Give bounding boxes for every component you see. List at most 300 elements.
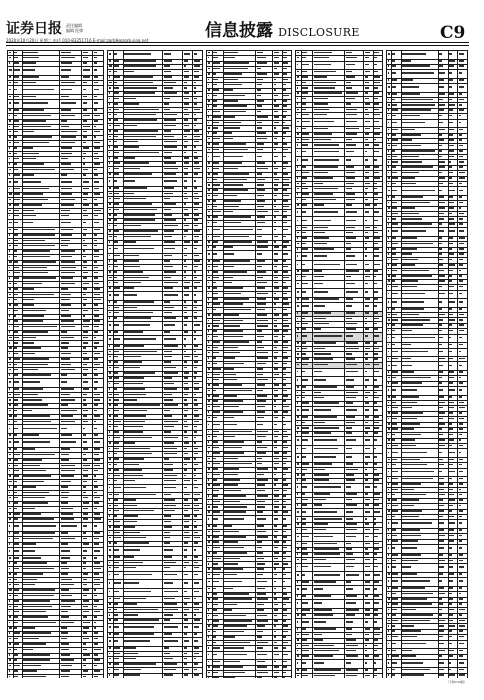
- cell-text-mark: [213, 271, 217, 273]
- cell-text-mark: [61, 181, 72, 183]
- cell-text-mark: [224, 330, 242, 332]
- cell-text-mark: [194, 119, 197, 121]
- cell-text-mark: [194, 556, 198, 558]
- cell-text-mark: [184, 562, 189, 564]
- table-cell: [60, 178, 82, 187]
- cell-text-mark: [109, 410, 111, 412]
- cell-text-mark: [194, 437, 196, 439]
- cell-text-mark: [23, 415, 50, 417]
- cell-text-mark: [94, 315, 99, 317]
- cell-text-mark: [61, 550, 70, 552]
- table-cell: [163, 571, 183, 580]
- table-cell: [183, 484, 193, 493]
- cell-text-mark: [61, 250, 75, 252]
- cell-text-mark: [9, 459, 12, 461]
- cell-text-mark: [365, 151, 368, 153]
- cell-text-mark: [194, 549, 197, 551]
- cell-text-mark: [257, 677, 262, 678]
- table-cell: [223, 651, 255, 660]
- cell-text-mark: [164, 640, 178, 642]
- cell-text-mark: [164, 556, 172, 558]
- cell-text-mark: [83, 181, 90, 183]
- cell-text-mark: [208, 216, 211, 218]
- cell-text-mark: [83, 315, 86, 317]
- cell-text-mark: [194, 475, 196, 477]
- cell-text-mark: [23, 388, 43, 390]
- cell-text-mark: [23, 174, 34, 176]
- cell-text-mark: [184, 71, 189, 73]
- cell-text-mark: [23, 481, 44, 483]
- cell-text-mark: [208, 604, 210, 606]
- table-cell: [193, 245, 203, 254]
- cell-text-mark: [194, 345, 198, 347]
- cell-text-mark: [184, 338, 187, 340]
- cell-text-mark: [14, 622, 18, 624]
- cell-text-mark: [257, 390, 263, 392]
- section-title-chinese: 信息披露: [205, 21, 273, 41]
- cell-text-mark: [94, 676, 99, 678]
- cell-text-mark: [94, 210, 101, 212]
- cell-text-mark: [224, 73, 242, 75]
- cell-text-mark: [124, 203, 152, 205]
- table-cell: [113, 484, 123, 493]
- cell-text-mark: [208, 574, 211, 576]
- table-cell: [113, 336, 123, 345]
- cell-text-mark: [213, 588, 216, 590]
- cell-text-mark: [213, 531, 220, 533]
- cell-text-mark: [124, 103, 139, 105]
- cell-text-mark: [164, 521, 171, 523]
- cell-text-mark: [83, 441, 87, 443]
- table-row: [207, 226, 292, 235]
- cell-text-mark: [283, 363, 287, 365]
- table-cell: [123, 118, 163, 123]
- cell-text-mark: [61, 299, 70, 301]
- cell-text-mark: [124, 567, 136, 569]
- cell-text-mark: [124, 377, 144, 379]
- cell-text-mark: [224, 588, 233, 590]
- cell-text-mark: [297, 114, 299, 116]
- cell-text-mark: [213, 138, 220, 140]
- cell-text-mark: [274, 647, 279, 649]
- cell-text-mark: [208, 463, 210, 465]
- cell-text-mark: [61, 272, 75, 274]
- cell-text-mark: [297, 166, 298, 168]
- cell-text-mark: [94, 454, 100, 456]
- cell-text-mark: [23, 62, 36, 64]
- cell-text-mark: [314, 92, 342, 94]
- cell-text-mark: [274, 484, 277, 486]
- cell-text-mark: [14, 283, 16, 285]
- cell-text-mark: [208, 625, 211, 627]
- cell-text-mark: [274, 189, 279, 191]
- table-cell: [193, 638, 203, 647]
- cell-text-mark: [114, 53, 117, 55]
- cell-text-mark: [224, 236, 248, 238]
- cell-text-mark: [61, 475, 74, 477]
- cell-text-mark: [14, 410, 17, 412]
- cell-text-mark: [213, 309, 216, 311]
- cell-text-mark: [94, 538, 99, 540]
- cell-text-mark: [124, 130, 157, 132]
- cell-text-mark: [9, 481, 12, 483]
- cell-text-mark: [257, 431, 268, 433]
- cell-text-mark: [14, 525, 18, 527]
- cell-text-mark: [23, 410, 32, 412]
- cell-text-mark: [208, 479, 209, 481]
- cell-text-mark: [257, 132, 266, 134]
- cell-text-mark: [14, 638, 18, 640]
- cell-text-mark: [164, 331, 170, 333]
- cell-text-mark: [302, 109, 305, 111]
- cell-text-mark: [164, 549, 173, 551]
- cell-text-mark: [61, 153, 72, 155]
- cell-text-mark: [274, 490, 279, 492]
- cell-text-mark: [283, 341, 288, 343]
- cell-text-mark: [208, 293, 209, 295]
- cell-text-mark: [114, 294, 119, 296]
- cell-text-mark: [94, 147, 100, 149]
- cell-text-mark: [314, 139, 332, 141]
- cell-text-mark: [208, 384, 211, 386]
- cell-text-mark: [208, 184, 210, 186]
- table-cell: [256, 651, 273, 660]
- cell-text-mark: [23, 347, 41, 349]
- cell-text-mark: [124, 92, 155, 94]
- cell-text-mark: [164, 388, 177, 390]
- cell-text-mark: [124, 394, 146, 396]
- cell-text-mark: [213, 179, 217, 181]
- cell-text-mark: [83, 415, 87, 417]
- table-cell: [22, 523, 60, 532]
- cell-text-mark: [23, 222, 33, 224]
- cell-text-mark: [23, 595, 53, 597]
- cell-text-mark: [23, 374, 51, 376]
- cell-text-mark: [213, 216, 218, 218]
- cell-text-mark: [184, 515, 190, 517]
- cell-text-mark: [109, 647, 111, 649]
- cell-text-mark: [94, 600, 100, 602]
- table-cell: [212, 676, 223, 678]
- cell-text-mark: [109, 125, 111, 127]
- cell-text-mark: [374, 87, 378, 89]
- cell-text-mark: [224, 531, 238, 533]
- table-cell: [313, 61, 345, 70]
- cell-text-mark: [194, 510, 199, 512]
- cell-text-mark: [194, 633, 198, 635]
- cell-text-mark: [14, 481, 16, 483]
- cell-text-mark: [314, 64, 332, 66]
- cell-text-mark: [213, 447, 219, 449]
- cell-text-mark: [114, 307, 119, 309]
- cell-text-mark: [257, 541, 262, 543]
- table-row: [108, 336, 203, 345]
- cell-text-mark: [274, 271, 278, 273]
- cell-text-mark: [274, 200, 277, 202]
- table-cell: [183, 580, 193, 589]
- cell-text-mark: [274, 73, 279, 75]
- table-cell: [60, 439, 82, 448]
- cell-text-mark: [283, 229, 288, 231]
- cell-text-mark: [9, 89, 12, 91]
- cell-text-mark: [9, 147, 10, 149]
- cell-text-mark: [213, 468, 218, 470]
- cell-text-mark: [94, 465, 100, 467]
- cell-text-mark: [114, 663, 119, 665]
- cell-text-mark: [213, 518, 218, 520]
- cell-text-mark: [23, 670, 37, 672]
- cell-text-mark: [208, 111, 209, 113]
- cell-text-mark: [164, 130, 171, 132]
- cell-text-mark: [194, 582, 200, 584]
- cell-text-mark: [194, 567, 200, 569]
- cell-text-mark: [23, 342, 33, 344]
- cell-text-mark: [208, 173, 211, 175]
- cell-text-mark: [208, 436, 211, 438]
- newspaper-logo: 证券日报: [6, 21, 62, 37]
- cell-text-mark: [194, 71, 199, 73]
- cell-text-mark: [274, 598, 277, 600]
- cell-text-mark: [61, 649, 69, 651]
- cell-text-mark: [109, 542, 112, 544]
- cell-text-mark: [61, 256, 72, 258]
- cell-text-mark: [274, 105, 280, 107]
- cell-text-mark: [61, 331, 68, 333]
- cell-text-mark: [274, 417, 278, 419]
- cell-text-mark: [83, 131, 88, 133]
- table-cell: [345, 61, 364, 70]
- cell-text-mark: [109, 663, 112, 665]
- cell-text-mark: [314, 109, 329, 111]
- cell-text-mark: [302, 114, 309, 116]
- cell-text-mark: [184, 114, 189, 116]
- cell-text-mark: [224, 511, 245, 513]
- cell-text-mark: [274, 260, 278, 262]
- cell-text-mark: [124, 76, 153, 78]
- cell-text-mark: [213, 598, 217, 600]
- table-column: [107, 50, 203, 678]
- cell-text-mark: [61, 606, 71, 608]
- cell-text-mark: [208, 246, 210, 248]
- cell-text-mark: [109, 157, 111, 159]
- cell-text-mark: [302, 52, 306, 54]
- cell-text-mark: [314, 76, 328, 78]
- cell-text-mark: [83, 538, 88, 540]
- table-cell: [123, 129, 163, 134]
- cell-text-mark: [94, 272, 98, 274]
- cell-text-mark: [114, 203, 118, 205]
- cell-text-mark: [184, 487, 188, 489]
- cell-text-mark: [213, 558, 220, 560]
- cell-text-mark: [83, 82, 87, 84]
- table-cell: [256, 578, 273, 587]
- cell-text-mark: [314, 52, 333, 54]
- cell-text-mark: [283, 672, 286, 674]
- cell-text-mark: [114, 609, 117, 611]
- cell-text-mark: [194, 255, 200, 257]
- table-cell: [183, 51, 193, 60]
- cell-text-mark: [94, 470, 98, 472]
- cell-text-mark: [23, 52, 38, 54]
- cell-text-mark: [164, 480, 176, 482]
- cell-text-mark: [213, 374, 219, 376]
- cell-text-mark: [274, 581, 276, 583]
- cell-text-mark: [257, 73, 268, 75]
- cell-text-mark: [224, 100, 238, 102]
- cell-text-mark: [14, 126, 18, 128]
- cell-text-mark: [208, 200, 210, 202]
- cell-text-mark: [274, 654, 279, 656]
- table-cell: [123, 108, 163, 113]
- cell-text-mark: [302, 159, 308, 161]
- cell-text-mark: [124, 499, 135, 501]
- cell-text-mark: [109, 633, 112, 635]
- masthead-editor-info: [66, 23, 83, 33]
- cell-text-mark: [297, 82, 299, 84]
- table-cell: [123, 245, 163, 254]
- cell-text-mark: [194, 399, 198, 401]
- cell-text-mark: [274, 241, 276, 243]
- cell-text-mark: [124, 168, 139, 170]
- table-cell: [364, 148, 373, 157]
- cell-text-mark: [365, 159, 368, 161]
- cell-text-mark: [194, 271, 197, 273]
- table-cell: [301, 157, 312, 166]
- cell-text-mark: [83, 470, 88, 472]
- cell-text-mark: [9, 109, 11, 111]
- cell-text-mark: [274, 341, 279, 343]
- cell-text-mark: [94, 616, 97, 618]
- cell-text-mark: [109, 567, 111, 569]
- cell-text-mark: [274, 547, 278, 549]
- cell-text-mark: [208, 132, 210, 134]
- cell-text-mark: [83, 109, 87, 111]
- cell-text-mark: [94, 394, 101, 396]
- cell-text-mark: [283, 424, 286, 426]
- cell-text-mark: [194, 282, 200, 284]
- cell-text-mark: [213, 253, 217, 255]
- cell-text-mark: [124, 345, 144, 347]
- cell-text-mark: [164, 214, 173, 216]
- cell-text-mark: [94, 234, 97, 236]
- cell-text-mark: [365, 109, 368, 111]
- table-column: [295, 50, 383, 678]
- cell-text-mark: [94, 142, 100, 144]
- cell-text-mark: [83, 388, 89, 390]
- cell-text-mark: [283, 374, 286, 376]
- cell-text-mark: [283, 303, 289, 305]
- cell-text-mark: [9, 465, 10, 467]
- cell-text-mark: [224, 162, 242, 164]
- cell-text-mark: [257, 357, 268, 359]
- table-cell: [193, 580, 203, 589]
- cell-text-mark: [14, 513, 19, 515]
- cell-text-mark: [23, 204, 42, 206]
- cell-text-mark: [208, 68, 210, 70]
- cell-text-mark: [23, 240, 45, 242]
- cell-text-mark: [213, 647, 220, 649]
- cell-text-mark: [208, 536, 210, 538]
- table-cell: [123, 571, 163, 580]
- cell-text-mark: [14, 342, 17, 344]
- cell-text-mark: [83, 518, 89, 520]
- cell-text-mark: [109, 372, 111, 374]
- table-cell: [60, 86, 82, 95]
- cell-text-mark: [61, 543, 68, 545]
- table-cell: [223, 597, 255, 602]
- cell-text-mark: [9, 538, 10, 540]
- cell-text-mark: [257, 341, 262, 343]
- cell-text-mark: [194, 193, 199, 195]
- cell-text-mark: [224, 447, 241, 449]
- table-cell: [212, 153, 223, 162]
- cell-text-mark: [208, 168, 209, 170]
- table-cell: [193, 178, 203, 187]
- cell-text-mark: [9, 369, 11, 371]
- cell-text-mark: [208, 374, 210, 376]
- cell-text-mark: [374, 52, 379, 54]
- cell-text-mark: [83, 584, 87, 586]
- cell-text-mark: [23, 394, 38, 396]
- cell-text-mark: [114, 399, 119, 401]
- cell-text-mark: [83, 659, 86, 661]
- cell-text-mark: [124, 674, 140, 676]
- cell-text-mark: [314, 159, 339, 161]
- table-cell: [93, 100, 104, 109]
- cell-text-mark: [23, 616, 48, 618]
- cell-text-mark: [283, 168, 286, 170]
- cell-text-mark: [274, 347, 277, 349]
- cell-text-mark: [283, 282, 286, 284]
- cell-text-mark: [109, 82, 112, 84]
- cell-text-mark: [224, 357, 234, 359]
- cell-text-mark: [208, 253, 211, 255]
- cell-text-mark: [283, 431, 287, 433]
- cell-text-mark: [274, 293, 277, 295]
- cell-text-mark: [224, 525, 232, 527]
- cell-text-mark: [109, 301, 111, 303]
- cell-text-mark: [23, 428, 57, 430]
- cell-text-mark: [224, 479, 240, 481]
- cell-text-mark: [23, 250, 50, 252]
- cell-text-mark: [194, 266, 199, 268]
- cell-text-mark: [283, 73, 287, 75]
- table-cell: [282, 226, 291, 235]
- cell-text-mark: [14, 532, 18, 534]
- cell-text-mark: [14, 600, 18, 602]
- cell-text-mark: [14, 261, 17, 263]
- cell-text-mark: [224, 105, 247, 107]
- cell-text-mark: [124, 653, 138, 655]
- cell-text-mark: [346, 57, 357, 59]
- cell-text-mark: [224, 484, 238, 486]
- cell-text-mark: [208, 352, 210, 354]
- table-cell: [22, 178, 60, 187]
- cell-text-mark: [184, 214, 189, 216]
- cell-text-mark: [283, 511, 288, 513]
- cell-text-mark: [164, 626, 178, 628]
- cell-text-mark: [224, 568, 242, 570]
- cell-text-mark: [124, 469, 142, 471]
- cell-text-mark: [283, 162, 288, 164]
- cell-text-mark: [114, 260, 116, 262]
- cell-text-mark: [109, 312, 112, 314]
- cell-text-mark: [208, 211, 211, 213]
- cell-text-mark: [283, 474, 286, 476]
- cell-text-mark: [23, 310, 46, 312]
- cell-text-mark: [9, 589, 12, 591]
- cell-text-mark: [283, 501, 286, 503]
